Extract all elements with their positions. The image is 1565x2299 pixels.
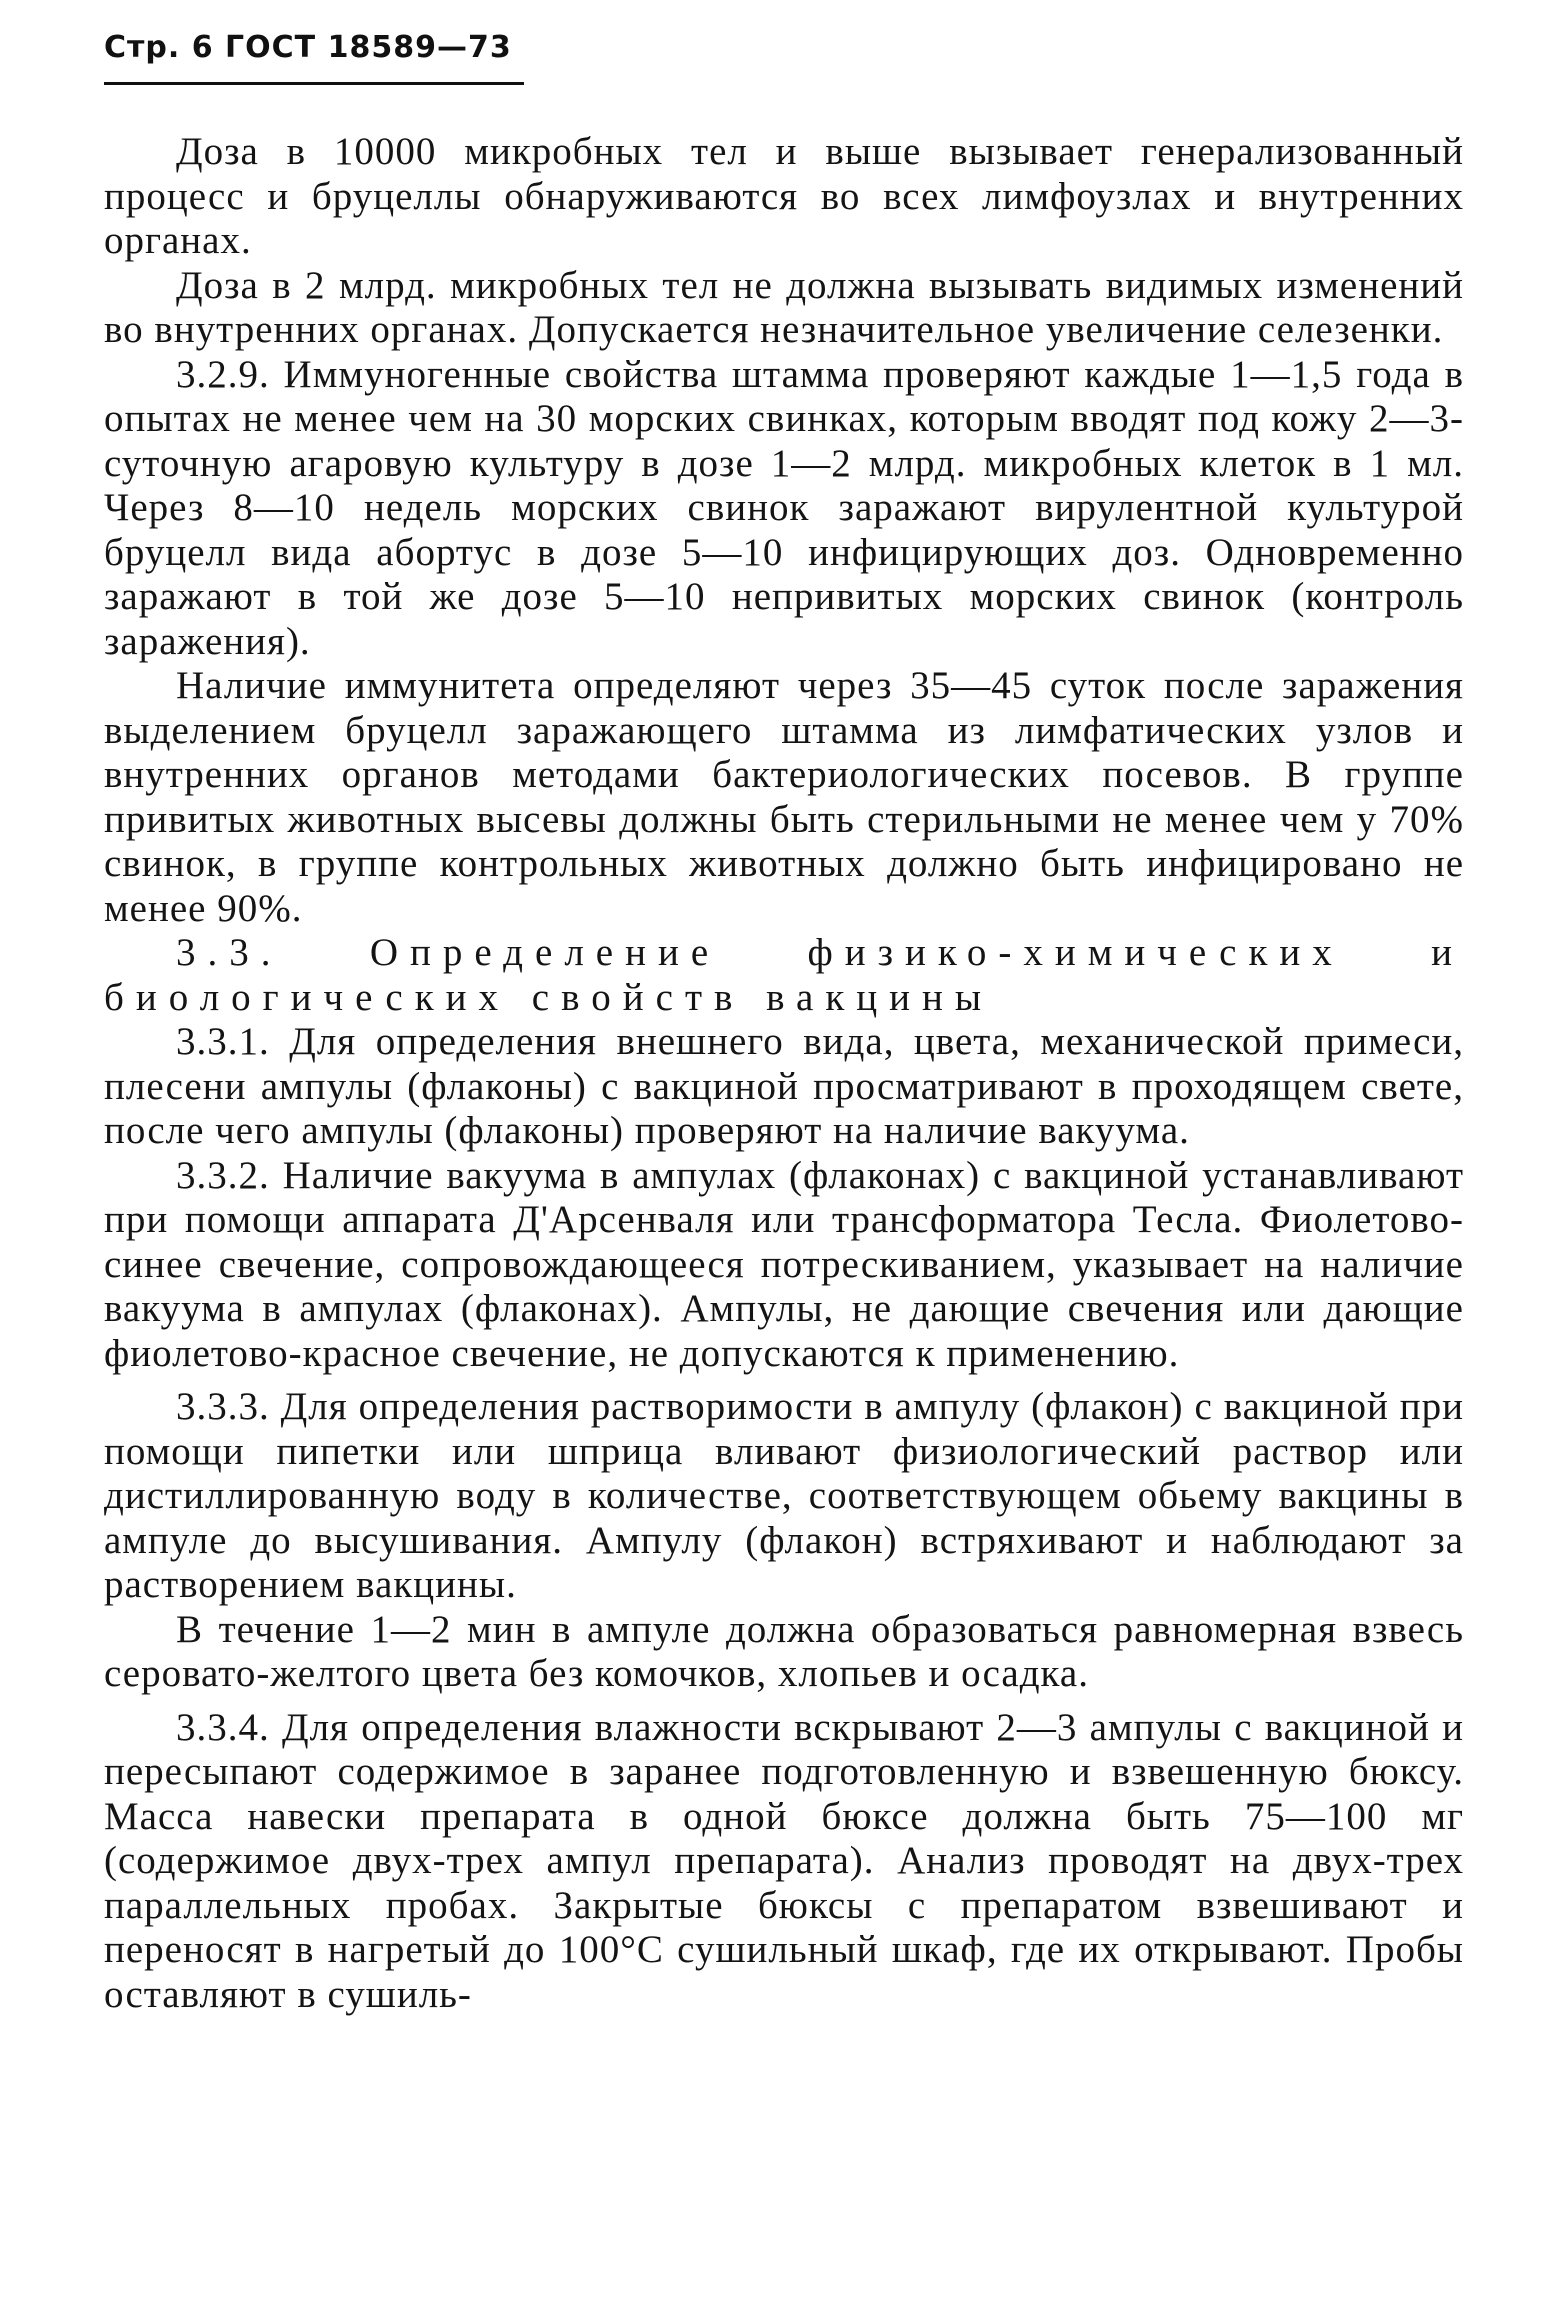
- paragraph-dose-10000: Доза в 10000 микробных тел и выше вызывает генерализованный процесс и бруцеллы обнаруживаются во всех лимфоузлах и внутренних органах.: [104, 130, 1464, 262]
- paragraph-3-3-2: 3.3.2. Наличие вакуума в ампулах (флаконах) с вакциной устанавливают при помощи аппарата Д'Арсенваля или трансформатора Тесла. Фиолетово-синее свечение, сопровождающееся потрескиванием, указывает на наличие вакуума в ампулах (флаконах). Ампулы, не дающие свечения или дающие фиолетово-красное свечение, не допускаются к применению.: [104, 1153, 1464, 1375]
- document-body: [104, 130, 1464, 2017]
- paragraph-3-3-1: 3.3.1. Для определения внешнего вида, цвета, механической примеси, плесени ампулы (флаконы) с вакциной просматривают в проходящем свете, после чего ампулы (флаконы) проверяют на наличие вакуума.: [104, 1020, 1464, 1152]
- paragraph-dose-2-billion: Доза в 2 млрд. микробных тел не должна вызывать видимых изменений во внутренних органах. Допускается незначительное увеличение селезенки.: [104, 263, 1464, 351]
- paragraph-3-2-9: 3.2.9. Иммуногенные свойства штамма проверяют каждые 1—1,5 года в опытах не менее чем на 30 морских свинках, которым вводят под кожу 2—3-суточную агаровую культуру в дозе 1—2 млрд. микробных клеток в 1 мл. Через 8—10 недель морских свинок заражают вирулентной культурой бруцелл вида абортус в дозе 5—10 инфицирующих доз. Одновременно заражают в той же дозе 5—10 непривитых морских свинок (контроль заражения).: [104, 352, 1464, 663]
- paragraph-immunity: Наличие иммунитета определяют через 35—45 суток после заражения выделением бруцелл заражающего штамма из лимфатических узлов и внутренних органов методами бактериологических посевов. В группе привитых животных высевы должны быть стерильными не менее чем у 70% свинок, в группе контрольных животных должно быть инфицировано не менее 90%.: [104, 664, 1464, 930]
- paragraph-3-3-4: 3.3.4. Для определения влажности вскрывают 2—3 ампулы с вакциной и пересыпают содержимое в заранее подготовленную и взвешенную бюксу. Масса навески препарата в одной бюксе должна быть 75—100 мг (содержимое двух-трех ампул препарата). Анализ проводят на двух-трех параллельных пробах. Закрытые бюксы с препаратом взвешивают и переносят в нагретый до 100°С сушильный шкаф, где их открывают. Пробы оставляют в сушиль-: [104, 1705, 1464, 2016]
- section-heading-3-3: 3.3. Определение физико-химических и биологических свойств вакцины: [104, 931, 1464, 1019]
- paragraph-3-3-3: 3.3.3. Для определения растворимости в ампулу (флакон) с вакциной при помощи пипетки или шприца вливают физиологический раствор или дистиллированную воду в количестве, соответствующем обьему вакцины в ампуле до высушивания. Ампулу (флакон) встряхивают и наблюдают за растворением вакцины.: [104, 1385, 1464, 1606]
- page-header: Стр. 6 ГОСТ 18589—73: [104, 30, 512, 65]
- paragraph-suspension: В течение 1—2 мин в ампуле должна образоваться равномерная взвесь серовато-желтого цвета без комочков, хлопьев и осадка.: [104, 1607, 1464, 1695]
- header-rule: [104, 82, 524, 85]
